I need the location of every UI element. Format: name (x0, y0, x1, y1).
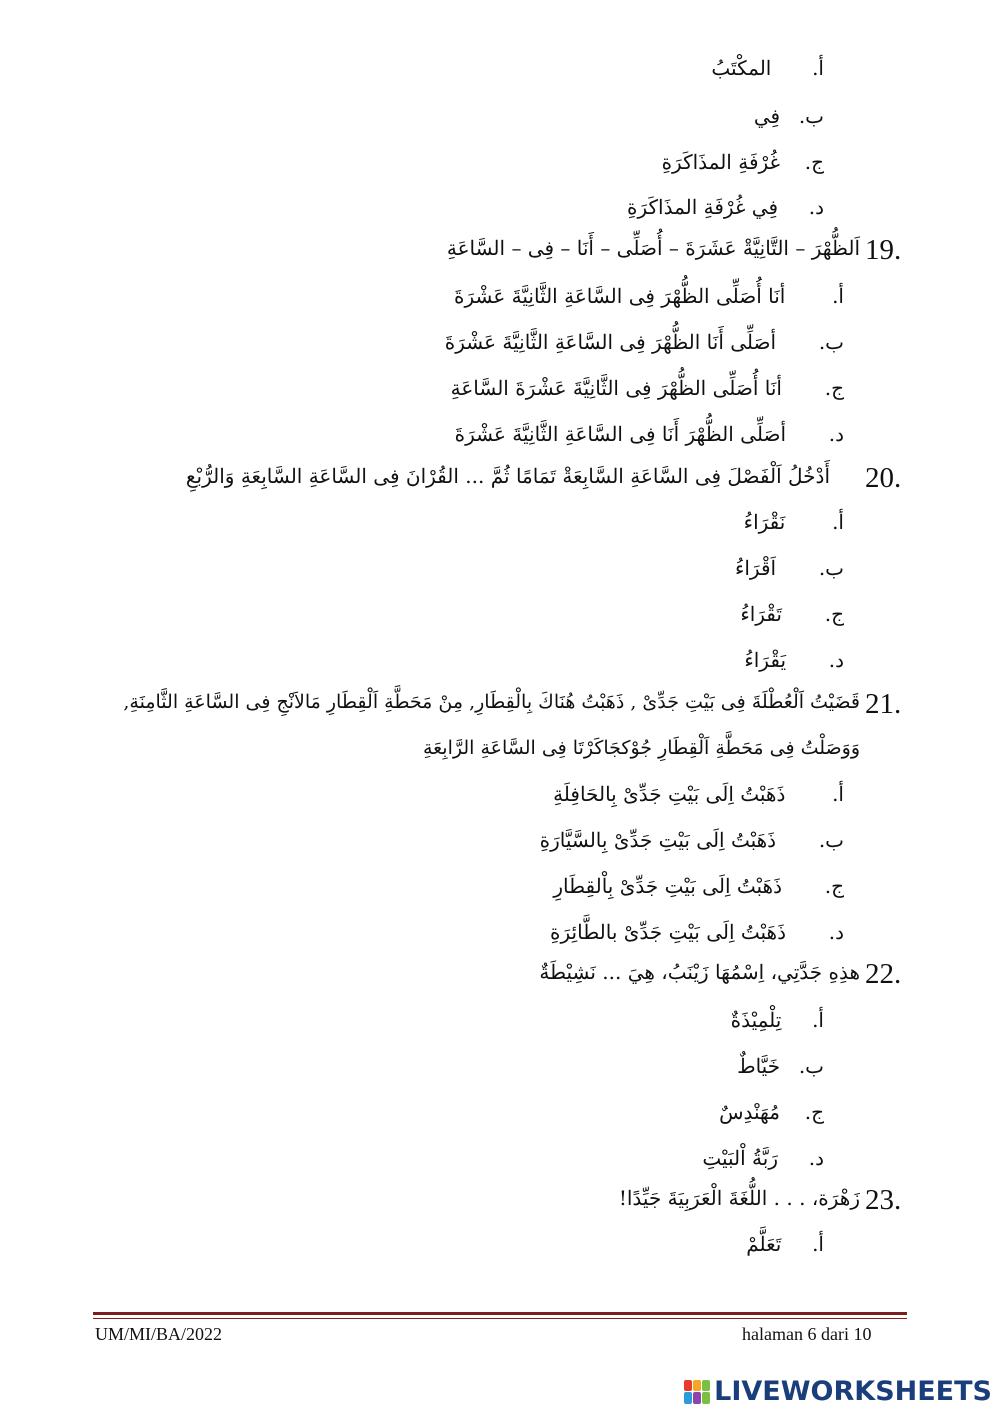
option-letter: أ. (832, 782, 844, 806)
question-prompt-line2: وَوَصَلْتُ فِى مَحَطَّةِ اَلْقِطَارِ جُوْكجَاكَرْتَا فِى السَّاعَةِ الرَّابِعَةِ (422, 737, 860, 759)
question-number: 19. (865, 234, 902, 266)
question-number: 20. (865, 462, 902, 494)
option-text: أصَلِّى أَنَا الظُّهْرَ فِى السَّاعَةِ الثَّانِيَّةَ عَشْرَةَ (444, 330, 777, 354)
option-letter: أ. (832, 284, 844, 308)
option-text: مُهَنْدِسٌ (719, 1100, 780, 1124)
logo-square (702, 1392, 710, 1404)
option-letter: ب. (818, 330, 844, 354)
option-text: فِي غُرْفَةِ المذَاكَرَةِ (626, 195, 779, 219)
option-letter: ج. (824, 874, 844, 898)
q19-option-b (445, 326, 844, 358)
footer-page-number: halaman 6 dari 10 (742, 1324, 872, 1344)
option-letter: د. (808, 1146, 824, 1170)
option-text: تَعَلَّمْ (746, 1232, 782, 1256)
option-letter: ب. (798, 1054, 824, 1078)
q18-option-d (627, 191, 824, 223)
option-letter: ج. (824, 376, 844, 400)
q21-option-b (540, 824, 844, 856)
option-letter: ج. (824, 602, 844, 626)
question-prompt-line1: قَضَيْتُ اَلْعُطْلَةَ فِى بَيْتِ جَدِّىْ , ذَهَبْتُ هُنَاكَ بِالْقِطَارِ, مِنْ مَحَطَّةِ اَلْقِطَارِ مَالاَنْجِ فِى السَّاعَةِ الثَّامِنَةِ, (123, 691, 860, 713)
footer-code: UM/MI/BA/2022 (95, 1324, 223, 1344)
q20-option-b (735, 552, 844, 584)
option-text: تَقْرَاءُ (740, 602, 782, 626)
option-text: رَبَّةُ اْلبَيْتِ (702, 1146, 779, 1170)
q22-option-a (731, 1004, 824, 1036)
question-number: 21. (865, 688, 902, 720)
q21-option-a (553, 778, 844, 810)
option-letter: أ. (812, 1232, 824, 1256)
q20-option-d (744, 644, 844, 676)
option-text: المكْتَبُ (711, 56, 772, 80)
q20-option-a (744, 506, 844, 538)
question-prompt: أَدْخُلُ اَلْفَصْلَ فِى السَّاعَةِ السَّابِعَةْ تَمَامًا ثُمَّ ... القُرْانَ فِى السَّاعَةِ السَّابِعَةِ وَالرُّبْعِ (185, 464, 830, 488)
logo-square (693, 1392, 701, 1404)
option-text: ذَهَبْتُ اِلَى بَيْتِ جَدِّىْ بِاْلقِطَارِ (553, 874, 782, 898)
option-text: تِلْمِيْذَةٌ (730, 1008, 782, 1032)
option-letter: أ. (812, 1008, 824, 1032)
q19-option-d (455, 418, 844, 450)
q23-option-a (746, 1228, 824, 1260)
option-letter: ب. (798, 104, 824, 128)
option-text: ذَهَبْتُ اِلَى بَيْتِ جَدِّىْ بِالحَافِلَةِ (553, 782, 786, 806)
option-text: يَقْرَاءُ (744, 648, 787, 672)
q19-option-a (454, 280, 844, 312)
question-number: 22. (865, 958, 902, 990)
option-text: ذَهَبْتُ اِلَى بَيْتِ جَدِّىْ بِالسَّيَّارَةِ (539, 828, 777, 852)
option-text: أنَا أُصَلِّى الظُّهْرَ فِى السَّاعَةِ الثَّانِيَّةَ عَشْرَةَ (453, 284, 786, 308)
option-text: ذَهَبْتُ اِلَى بَيْتِ جَدِّىْ بالطَّائِرَةِ (550, 920, 787, 944)
option-text: أنَا أُصَلِّى الظُّهْرَ فِى الثَّانِيَّةَ عَشْرَةَ السَّاعَةِ (450, 376, 782, 400)
q18-option-b (754, 100, 824, 132)
footer-rule-thin (93, 1318, 907, 1319)
liveworksheets-logo[interactable] (684, 1376, 992, 1407)
q21-option-c (553, 870, 844, 902)
option-letter: أ. (812, 56, 824, 80)
question-number: 23. (865, 1184, 902, 1216)
option-letter: ج. (804, 1100, 824, 1124)
option-text: اَقْرَاءُ (734, 556, 777, 580)
q19-option-c (451, 372, 844, 404)
option-letter: أ. (832, 510, 844, 534)
q22-option-b (737, 1050, 824, 1082)
option-text: خَيَّاطٌ (737, 1054, 781, 1078)
q21-option-d (550, 916, 844, 948)
option-text: نَقْرَاءُ (743, 510, 786, 534)
option-letter: ج. (804, 150, 824, 174)
option-letter: د. (828, 648, 844, 672)
q18-option-c (662, 146, 824, 178)
option-letter: ب. (818, 556, 844, 580)
option-text: غُرْفَةِ المذَاكَرَةِ (661, 150, 780, 174)
footer-rule (93, 1312, 907, 1315)
logo-square (702, 1380, 710, 1392)
liveworksheets-wordmark: LIVEWORKSHEETS (714, 1376, 992, 1407)
logo-square (684, 1392, 692, 1404)
q18-option-a (711, 52, 824, 84)
option-letter: د. (828, 422, 844, 446)
logo-square (684, 1380, 692, 1392)
option-text: فِي (753, 104, 781, 128)
option-letter: ب. (818, 828, 844, 852)
option-letter: د. (828, 920, 844, 944)
question-prompt: اَلظُّهْرَ – التَّانِيَّةْ عَشَرَةَ – أُصَلِّى – أَنَا – فِى – السَّاعَةِ (446, 236, 860, 260)
logo-square (693, 1380, 701, 1392)
question-prompt: زَهْرَة، . . . اللُّغَةَ الْعَرَبِيَةَ جَيِّدًا! (618, 1186, 860, 1210)
q20-option-c (740, 598, 844, 630)
liveworksheets-icon (684, 1380, 710, 1404)
option-text: أصَلِّى الظُّهْرَ أَنَا فِى السَّاعَةِ الثَّانِيَّةَ عَشْرَةَ (454, 422, 787, 446)
question-prompt: هذِهِ جَدَّتِي، اِسْمُهَا زَيْنَبُ، هِيَ ... نَشِيْطَةٌ (539, 960, 860, 984)
option-letter: د. (808, 195, 824, 219)
q22-option-d (702, 1142, 824, 1174)
q22-option-c (719, 1096, 824, 1128)
